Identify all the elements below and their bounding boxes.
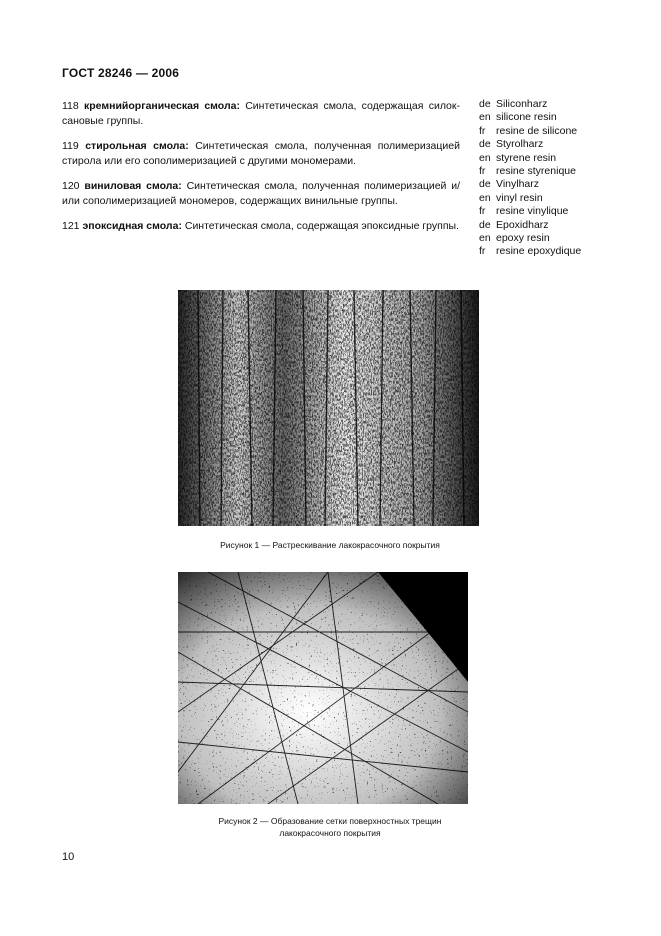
page-number: 10 xyxy=(62,851,75,863)
term-number: 119 xyxy=(62,140,79,152)
term-name: эпоксидная смола: xyxy=(82,220,182,232)
language-code: en xyxy=(479,151,491,164)
figure-1-caption: Рисунок 1 — Растрескивание лакокрасочного покрытия xyxy=(220,540,440,550)
terms-list xyxy=(62,99,460,245)
term-number: 118 xyxy=(62,100,79,112)
translation-row xyxy=(479,98,581,111)
language-code: de xyxy=(479,98,491,110)
language-code: fr xyxy=(479,245,486,258)
translation-row xyxy=(479,152,581,165)
translation-row xyxy=(479,192,581,205)
translation-row xyxy=(479,205,581,218)
translation-text: resine vinylique xyxy=(496,205,569,218)
translation-text: styrene resin xyxy=(496,151,557,164)
document-header: ГОСТ 28246 — 2006 xyxy=(62,66,180,80)
translation-row xyxy=(479,165,581,178)
language-code: fr xyxy=(479,124,486,137)
language-code: de xyxy=(479,178,491,191)
crack-pattern-photo-1 xyxy=(178,290,479,526)
caption-line: Рисунок 2 — Образование сетки поверхностных трещин xyxy=(218,816,442,826)
translation-row xyxy=(479,232,581,245)
crack-pattern-photo-2 xyxy=(178,572,468,804)
figure-1-photo xyxy=(178,290,479,526)
term-name: кремнийорганическая смола: xyxy=(84,100,240,112)
term-119 xyxy=(62,139,460,168)
term-name: виниловая смола: xyxy=(84,180,182,192)
translation-text: Epoxidharz xyxy=(496,218,549,231)
term-definition: Синтетическая смола, содержащая эпоксидные группы. xyxy=(181,220,459,232)
translation-row xyxy=(479,178,581,191)
figure-2-caption xyxy=(150,816,510,839)
term-name: стирольная смола: xyxy=(85,140,189,152)
term-120 xyxy=(62,179,460,208)
translation-text: silicone resin xyxy=(496,111,557,124)
language-code: en xyxy=(479,191,491,204)
term-definition: Синтетическая смола, полученная полимеризацией и/или сополимеризацией мономеров, содержащих винильные группы. xyxy=(62,180,461,207)
language-code: de xyxy=(479,138,491,151)
language-code: fr xyxy=(479,205,486,218)
translation-text: epoxy resin xyxy=(496,232,550,245)
term-number: 121 xyxy=(62,220,80,232)
translation-row xyxy=(479,125,581,138)
translation-row xyxy=(479,219,581,232)
term-definition: Синтетическая смола, содержащая силоксановые группы. xyxy=(62,100,460,127)
figure-2-photo xyxy=(178,572,468,804)
translation-text: Siliconharz xyxy=(496,98,548,110)
translation-text: vinyl resin xyxy=(496,191,543,204)
translations-column xyxy=(479,98,581,259)
translation-text: resine epoxydique xyxy=(496,245,582,258)
language-code: fr xyxy=(479,165,486,178)
caption-line: лакокрасочного покрытия xyxy=(279,827,381,838)
translation-row xyxy=(479,111,581,124)
language-code: en xyxy=(479,232,491,245)
translation-text: resine de silicone xyxy=(496,124,578,137)
language-code: de xyxy=(479,218,491,231)
language-code: en xyxy=(479,111,491,124)
translation-text: Vinylharz xyxy=(496,178,539,191)
term-definition: Синтетическая смола, полученная полимеризацией стирола или его сополимеризацией с другими мономерами. xyxy=(62,140,460,167)
translation-text: Styrolharz xyxy=(496,138,544,151)
term-121 xyxy=(62,219,460,234)
term-number: 120 xyxy=(62,180,80,192)
translation-row xyxy=(479,245,581,258)
translation-row xyxy=(479,138,581,151)
translation-text: resine styrenique xyxy=(496,165,576,178)
term-118 xyxy=(62,99,460,128)
